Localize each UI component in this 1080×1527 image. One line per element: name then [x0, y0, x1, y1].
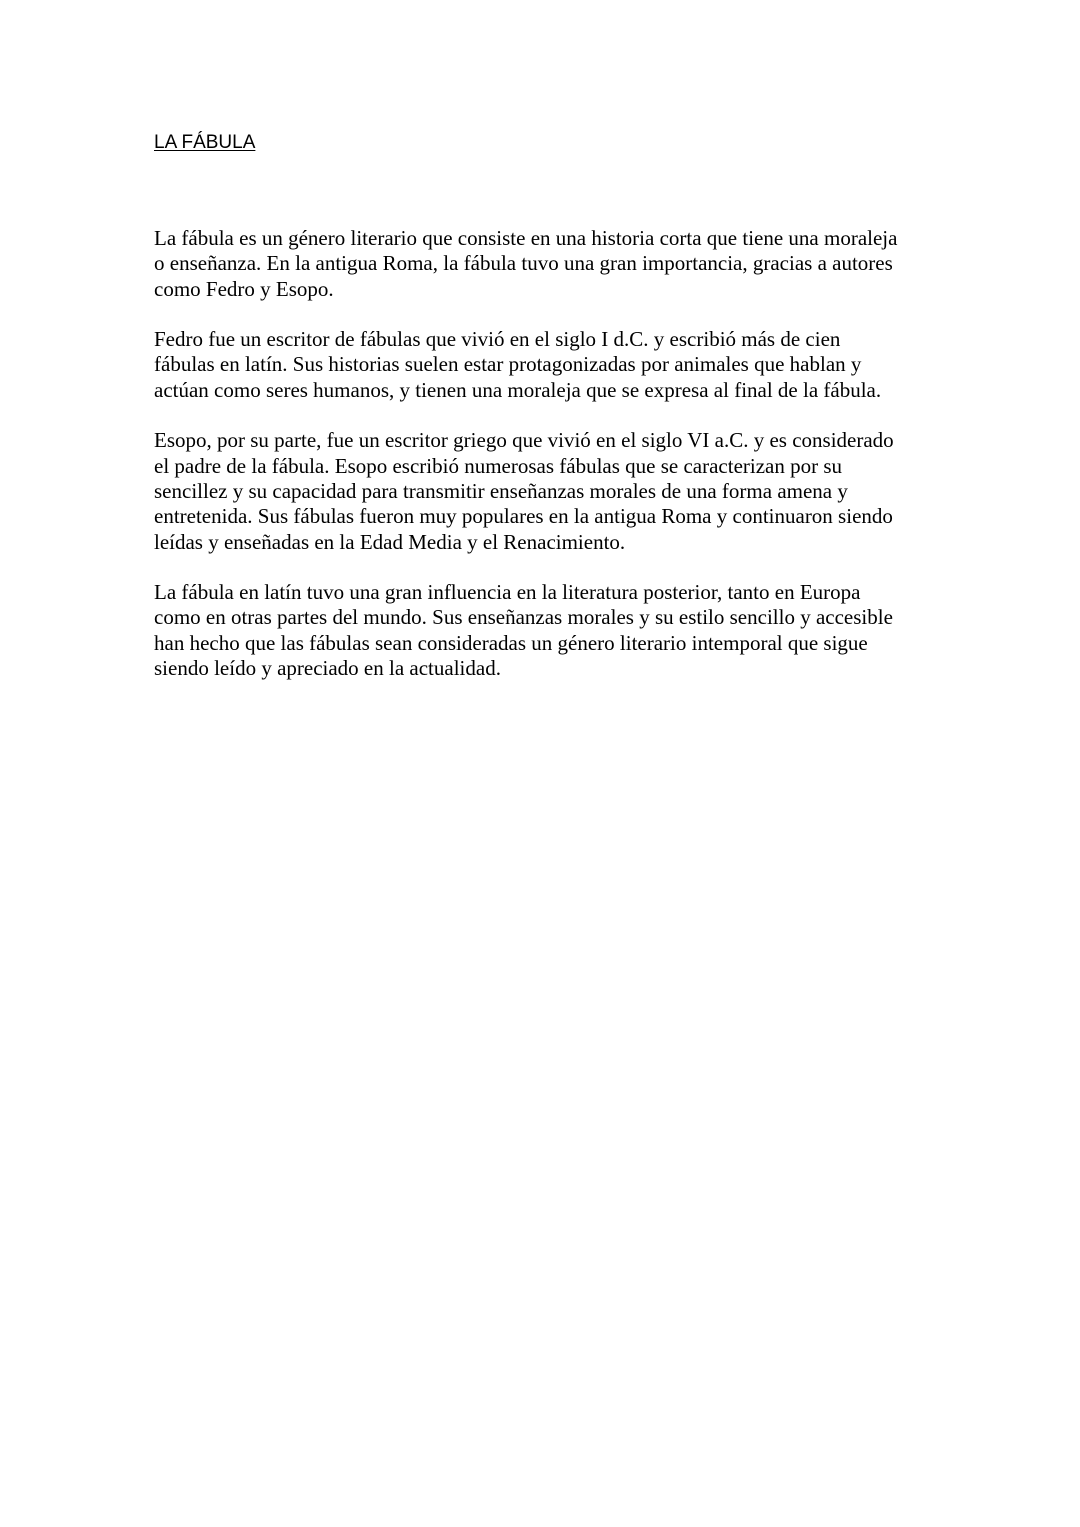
- text-line: como en otras partes del mundo. Sus enseñanzas morales y su estilo sencillo y accesible: [154, 605, 893, 630]
- text-line: entretenida. Sus fábulas fueron muy populares en la antigua Roma y continuaron siendo: [154, 504, 893, 529]
- document-title: LA FÁBULA: [154, 132, 256, 153]
- paragraph-intro: [154, 226, 934, 302]
- text-line: como Fedro y Esopo.: [154, 276, 334, 301]
- paragraph-fedro: [154, 327, 934, 403]
- text-line: sencillez y su capacidad para transmitir enseñanzas morales de una forma amena y: [154, 478, 848, 503]
- text-line: siendo leído y apreciado en la actualidad.: [154, 656, 501, 681]
- text-line: actúan como seres humanos, y tienen una moraleja que se expresa al final de la fábula.: [154, 377, 882, 402]
- text-line: han hecho que las fábulas sean consideradas un género literario intemporal que sigue: [154, 630, 868, 655]
- text-line: Esopo, por su parte, fue un escritor griego que vivió en el siglo VI a.C. y es considerado: [154, 428, 894, 453]
- document-body: [154, 226, 934, 707]
- paragraph-esopo: [154, 428, 934, 554]
- text-line: Fedro fue un escritor de fábulas que vivió en el siglo I d.C. y escribió más de cien: [154, 327, 841, 352]
- text-line: o enseñanza. En la antigua Roma, la fábula tuvo una gran importancia, gracias a autores: [154, 251, 893, 276]
- text-line: La fábula en latín tuvo una gran influencia en la literatura posterior, tanto en Europa: [154, 580, 861, 605]
- text-line: fábulas en latín. Sus historias suelen estar protagonizadas por animales que hablan y: [154, 352, 862, 377]
- text-line: leídas y enseñadas en la Edad Media y el Renacimiento.: [154, 529, 626, 554]
- paragraph-influence: [154, 580, 934, 681]
- text-line: La fábula es un género literario que consiste en una historia corta que tiene una moraleja: [154, 226, 898, 250]
- text-line: el padre de la fábula. Esopo escribió numerosas fábulas que se caracterizan por su: [154, 453, 843, 478]
